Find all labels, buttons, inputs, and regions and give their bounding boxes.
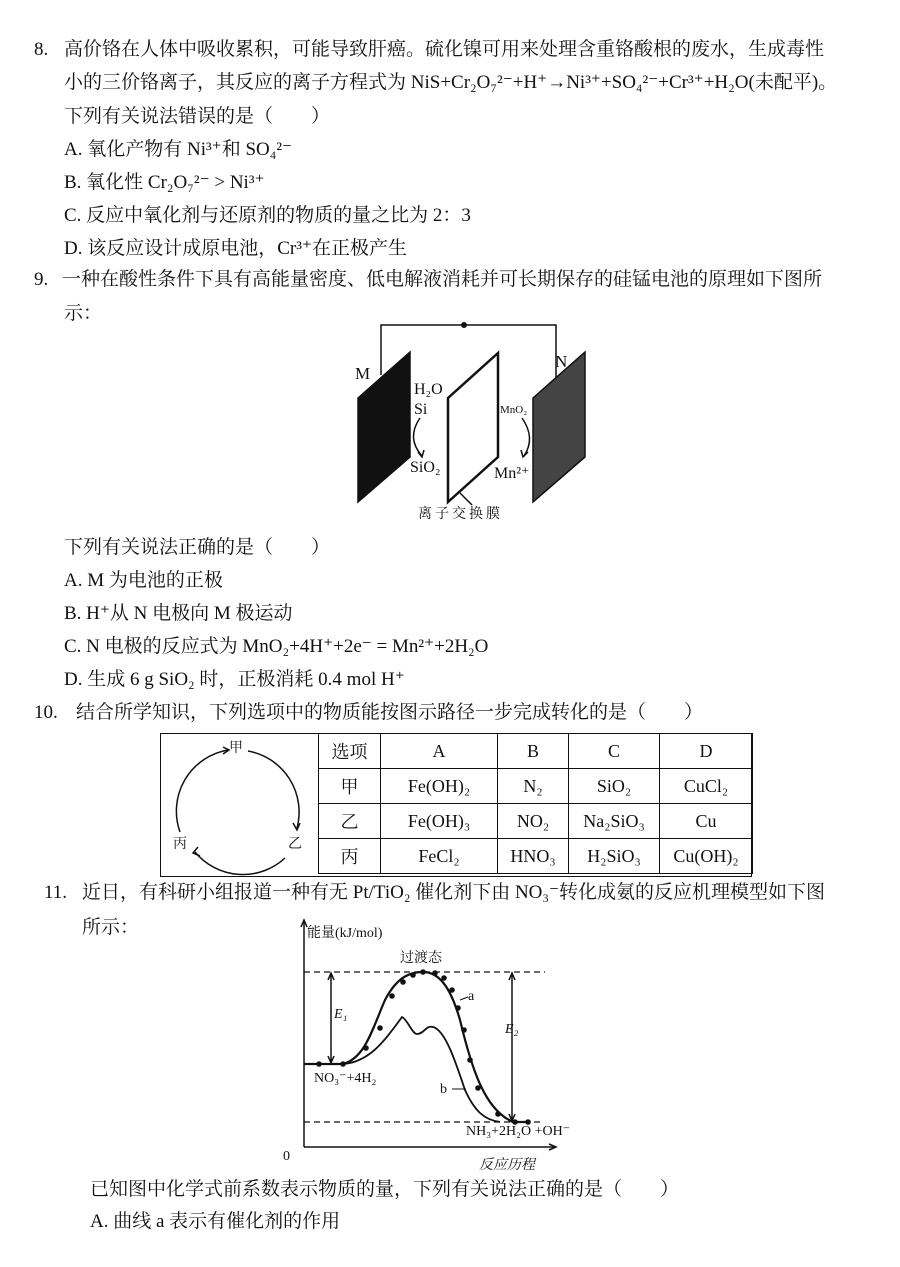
table-row	[319, 769, 753, 804]
q9-option-b: B. H⁺从 N 电极向 M 极运动	[64, 603, 293, 624]
electrode-m-label: M	[355, 364, 371, 383]
cycle-label-bing: 丙	[173, 837, 187, 852]
table-header-row	[319, 734, 753, 769]
battery-diagram	[358, 323, 585, 505]
q8-option-a: A. 氧化产物有 Ni³⁺和 SO₄²⁻	[64, 139, 293, 160]
table-cell: Cu	[660, 804, 753, 839]
question-9-text: 一种在酸性条件下具有高能量密度、低电解液消耗并可长期保存的硅锰电池的原理如下图所	[62, 269, 823, 290]
question-11-text: 所示：	[82, 917, 140, 938]
y-axis-label: 能量(kJ/mol)	[307, 926, 383, 941]
membrane-label: 离子交换膜	[418, 507, 503, 522]
e2-arrow	[509, 973, 515, 1121]
table-cell: Cu(OH)₂	[660, 839, 753, 874]
question-8-number: 8.	[34, 39, 49, 60]
cycle-label-yi: 乙	[288, 837, 302, 852]
electrode-n-label: N	[555, 352, 568, 371]
cycle-label-jia: 甲	[229, 741, 243, 756]
curve-a-points	[316, 969, 531, 1125]
table-cell: FeCl₂	[381, 839, 498, 874]
mn2-label: Mn²⁺	[494, 465, 530, 482]
table-cell: CuCl₂	[660, 769, 753, 804]
question-9-number: 9.	[34, 269, 49, 290]
q8-option-d: D. 该反应设计成原电池，Cr³⁺在正极产生	[64, 238, 407, 259]
table-header: C	[569, 734, 660, 769]
curve-a	[304, 972, 530, 1122]
table-cell: 乙	[319, 804, 381, 839]
table-cell: NO₂	[498, 804, 569, 839]
x-axis-label: 反应历程	[479, 1158, 535, 1173]
table-cell: Fe(OH)₂	[381, 769, 498, 804]
q11-option-a: A. 曲线 a 表示有催化剂的作用	[90, 1211, 341, 1232]
table-cell: Na₂SiO₃	[569, 804, 660, 839]
electrode-n	[533, 352, 585, 502]
table-header: D	[660, 734, 753, 769]
table-cell: 甲	[319, 769, 381, 804]
q9-option-d: D. 生成 6 g SiO₂ 时，正极消耗 0.4 mol H⁺	[64, 669, 405, 690]
arrow-mno2-to-mn	[522, 418, 530, 456]
sio2-label: SiO₂	[410, 459, 441, 476]
question-11-number: 11.	[44, 882, 68, 903]
arrow-si-to-sio2	[413, 418, 422, 456]
table-header: B	[498, 734, 569, 769]
si-label: Si	[414, 401, 428, 418]
table-cell: H₂SiO₃	[569, 839, 660, 874]
question-11-text: 近日，有科研小组报道一种有无 Pt/TiO₂ 催化剂下由 NO₃⁻转化成氨的反应机理模型如下图	[82, 882, 826, 903]
e2-label: E₂	[505, 1022, 519, 1037]
e1-label: E₁	[334, 1007, 348, 1022]
question-9-prompt: 下列有关说法正确的是（ ）	[64, 537, 331, 558]
table-cell: SiO₂	[569, 769, 660, 804]
question-10-text: 结合所学知识，下列选项中的物质能按图示路径一步完成转化的是（ ）	[76, 702, 704, 723]
table-cell: 丙	[319, 839, 381, 874]
table-cell: HNO₃	[498, 839, 569, 874]
table-row	[319, 804, 753, 839]
ion-exchange-membrane	[448, 353, 498, 502]
question-9-text: 示：	[64, 303, 103, 324]
question-11-prompt: 已知图中化学式前系数表示物质的量，下列有关说法正确的是（ ）	[90, 1179, 680, 1200]
q8-option-c: C. 反应中氧化剂与还原剂的物质的量之比为 2：3	[64, 205, 471, 226]
curve-a-label: a	[468, 989, 475, 1004]
table-header: A	[381, 734, 498, 769]
question-8-text: 高价铬在人体中吸收累积，可能导致肝癌。硫化镍可用来处理含重铬酸根的废水，生成毒性	[64, 39, 825, 60]
question-8-text: 小的三价铬离子，其反应的离子方程式为 NiS+Cr₂O₇²⁻+H⁺→Ni³⁺+SO₄²⁻+Cr³⁺+H₂O(未配平)。	[64, 72, 838, 93]
options-table	[318, 733, 753, 874]
products-label: NH₃+2H₂O +OH⁻	[466, 1124, 571, 1139]
label-a-pointer	[460, 997, 468, 1000]
q8-option-b: B. 氧化性 Cr₂O₇²⁻ > Ni³⁺	[64, 172, 265, 193]
curve-b-label: b	[440, 1082, 447, 1097]
transition-state-label: 过渡态	[400, 951, 442, 966]
table-header: 选项	[319, 734, 381, 769]
table-cell: Fe(OH)₃	[381, 804, 498, 839]
h2o-label: H₂O	[414, 381, 443, 398]
table-cell: N₂	[498, 769, 569, 804]
table-row	[319, 839, 753, 874]
wire-node	[462, 323, 466, 327]
q9-option-a: A. M 为电池的正极	[64, 570, 223, 591]
question-10-number: 10.	[34, 702, 58, 723]
origin-label: 0	[283, 1149, 290, 1164]
mno2-label: MnO₂	[500, 404, 528, 416]
question-8-prompt: 下列有关说法错误的是（ ）	[64, 106, 331, 127]
q9-option-c: C. N 电极的反应式为 MnO₂+4H⁺+2e⁻ = Mn²⁺+2H₂O	[64, 636, 489, 657]
reactants-label: NO₃⁻+4H₂	[314, 1071, 377, 1086]
